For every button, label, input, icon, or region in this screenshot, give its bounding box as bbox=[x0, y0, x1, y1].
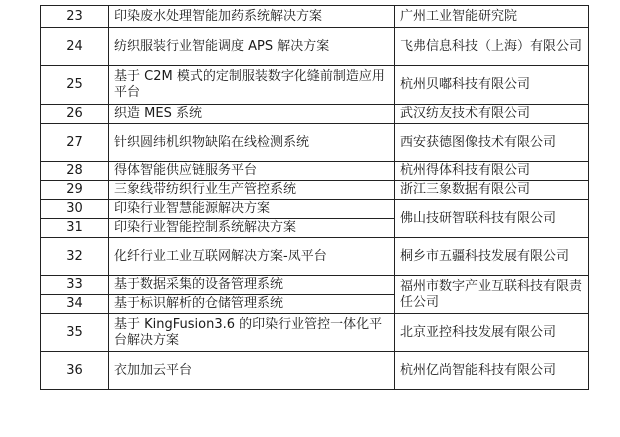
organization-name: 佛山技研智联科技有限公司 bbox=[395, 200, 589, 238]
table-row bbox=[41, 181, 589, 200]
row-number: 24 bbox=[41, 28, 109, 66]
organization-name: 西安获德图像技术有限公司 bbox=[395, 124, 589, 162]
row-number: 33 bbox=[41, 276, 109, 295]
row-number: 32 bbox=[41, 238, 109, 276]
row-number: 36 bbox=[41, 352, 109, 390]
project-name: 基于 KingFusion3.6 的印染行业管控一体化平台解决方案 bbox=[109, 314, 395, 352]
organization-name: 浙江三象数据有限公司 bbox=[395, 181, 589, 200]
row-number: 29 bbox=[41, 181, 109, 200]
table-row bbox=[41, 6, 589, 28]
organization-name: 杭州亿尚智能科技有限公司 bbox=[395, 352, 589, 390]
table-row bbox=[41, 352, 589, 390]
organization-name: 武汉纺友技术有限公司 bbox=[395, 105, 589, 124]
project-name: 三象线带纺织行业生产管控系统 bbox=[109, 181, 395, 200]
project-name: 纺织服装行业智能调度 APS 解决方案 bbox=[109, 28, 395, 66]
table-row bbox=[41, 314, 589, 352]
project-name: 织造 MES 系统 bbox=[109, 105, 395, 124]
table-row bbox=[41, 200, 589, 219]
row-number: 27 bbox=[41, 124, 109, 162]
project-name: 基于数据采集的设备管理系统 bbox=[109, 276, 395, 295]
project-name: 衣加加云平台 bbox=[109, 352, 395, 390]
table-row bbox=[41, 105, 589, 124]
organization-name: 广州工业智能研究院 bbox=[395, 6, 589, 28]
row-number: 30 bbox=[41, 200, 109, 219]
organization-name: 北京亚控科技发展有限公司 bbox=[395, 314, 589, 352]
table-row bbox=[41, 276, 589, 295]
project-name: 针织圆纬机织物缺陷在线检测系统 bbox=[109, 124, 395, 162]
row-number: 25 bbox=[41, 66, 109, 105]
row-number: 23 bbox=[41, 6, 109, 28]
organization-name: 杭州贝嘟科技有限公司 bbox=[395, 66, 589, 105]
organization-name: 桐乡市五疆科技发展有限公司 bbox=[395, 238, 589, 276]
organization-name: 飞弗信息科技（上海）有限公司 bbox=[395, 28, 589, 66]
table-row bbox=[41, 124, 589, 162]
project-name: 基于 C2M 模式的定制服装数字化缝前制造应用平台 bbox=[109, 66, 395, 105]
organization-name: 杭州得体科技有限公司 bbox=[395, 162, 589, 181]
table-row bbox=[41, 66, 589, 105]
project-name: 印染行业智能控制系统解决方案 bbox=[109, 219, 395, 238]
project-name: 化纤行业工业互联网解决方案-凤平台 bbox=[109, 238, 395, 276]
row-number: 31 bbox=[41, 219, 109, 238]
row-number: 35 bbox=[41, 314, 109, 352]
row-number: 28 bbox=[41, 162, 109, 181]
table-row bbox=[41, 238, 589, 276]
project-name: 得体智能供应链服务平台 bbox=[109, 162, 395, 181]
row-number: 26 bbox=[41, 105, 109, 124]
project-table bbox=[40, 5, 589, 390]
project-name: 印染废水处理智能加药系统解决方案 bbox=[109, 6, 395, 28]
table-row bbox=[41, 162, 589, 181]
project-name: 基于标识解析的仓储管理系统 bbox=[109, 295, 395, 314]
project-name: 印染行业智慧能源解决方案 bbox=[109, 200, 395, 219]
table-row bbox=[41, 28, 589, 66]
organization-name: 福州市数字产业互联科技有限责任公司 bbox=[395, 276, 589, 314]
row-number: 34 bbox=[41, 295, 109, 314]
